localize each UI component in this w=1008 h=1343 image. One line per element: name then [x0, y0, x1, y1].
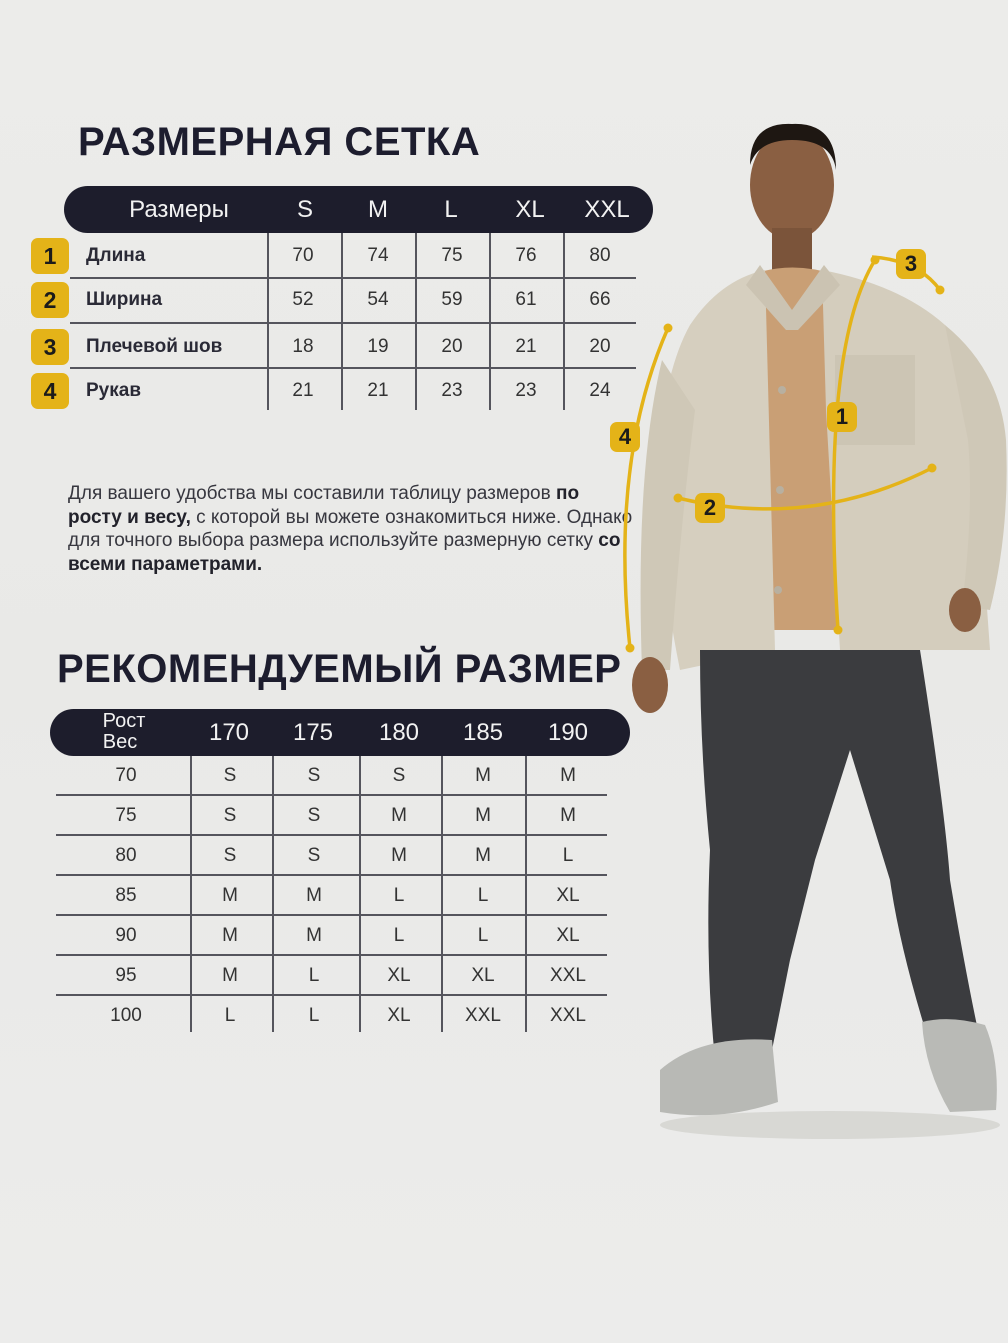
- header-height: 185: [462, 719, 504, 746]
- table-divider: [70, 367, 636, 369]
- size-cell: S: [392, 765, 406, 786]
- table-cell: 80: [589, 245, 611, 266]
- marker-3-badge: 3: [896, 249, 926, 279]
- size-cell: M: [391, 805, 407, 826]
- table-divider: [341, 233, 343, 410]
- table-cell: 76: [515, 245, 537, 266]
- size-cell: M: [560, 805, 576, 826]
- table-cell: 23: [515, 380, 537, 401]
- weight-cell: 70: [115, 765, 137, 786]
- table-cell: 23: [441, 380, 463, 401]
- table-cell: 24: [589, 380, 611, 401]
- table-divider: [70, 277, 636, 279]
- size-cell: S: [223, 765, 237, 786]
- size-cell: XXL: [550, 965, 586, 986]
- size-cell: L: [477, 885, 489, 906]
- table-cell: 21: [367, 380, 389, 401]
- weight-cell: 75: [115, 805, 137, 826]
- model-figure: [600, 110, 1008, 1150]
- table-divider: [525, 756, 527, 1032]
- size-cell: S: [223, 845, 237, 866]
- description-bold: со всеми параметрами.: [68, 530, 621, 575]
- size-cell: L: [393, 925, 405, 946]
- size-cell: XXL: [550, 1005, 586, 1026]
- size-cell: XL: [556, 925, 580, 946]
- size-chart-row: [43, 368, 636, 413]
- size-cell: XL: [387, 965, 411, 986]
- table-cell: 20: [441, 336, 463, 357]
- size-cell: XXL: [465, 1005, 501, 1026]
- recommended-header: [50, 709, 630, 756]
- size-cell: M: [560, 765, 576, 786]
- marker-1-badge: 1: [827, 402, 857, 432]
- header-weight-label: Вес: [102, 731, 138, 753]
- table-cell: 19: [367, 336, 389, 357]
- description-text: [68, 482, 638, 576]
- size-cell: M: [475, 765, 491, 786]
- recommended-title: РЕКОМЕНДУЕМЫЙ РАЗМЕР: [57, 647, 622, 691]
- description-part: с которой вы можете ознакомиться ниже. Однако для точного выбора размера используйте размерную сетку: [68, 506, 633, 551]
- table-cell: 61: [515, 289, 537, 310]
- marker-2-badge: 2: [695, 493, 725, 523]
- table-cell: 75: [441, 245, 463, 266]
- row-label: Плечевой шов: [86, 336, 223, 357]
- weight-cell: 80: [115, 845, 137, 866]
- weight-cell: 90: [115, 925, 137, 946]
- table-divider: [415, 233, 417, 410]
- table-cell: 18: [292, 336, 314, 357]
- header-height: 190: [547, 719, 589, 746]
- description-bold: по росту и весу,: [68, 483, 580, 528]
- table-divider: [563, 233, 565, 410]
- description-part: Для вашего удобства мы составили таблицу размеров: [68, 483, 556, 504]
- size-cell: S: [307, 845, 321, 866]
- marker-badge: 3: [31, 329, 69, 365]
- size-chart-row: [43, 233, 636, 278]
- marker-badge: 4: [31, 373, 69, 409]
- table-cell: 66: [589, 289, 611, 310]
- size-cell: L: [308, 965, 320, 986]
- size-cell: S: [307, 765, 321, 786]
- marker-badge: 2: [31, 282, 69, 318]
- table-divider: [272, 756, 274, 1032]
- size-cell: M: [391, 845, 407, 866]
- weight-cell: 85: [115, 885, 137, 906]
- size-cell: L: [308, 1005, 320, 1026]
- size-cell: S: [223, 805, 237, 826]
- size-chart-header-size: XXL: [584, 196, 630, 223]
- size-cell: L: [224, 1005, 236, 1026]
- size-cell: M: [475, 845, 491, 866]
- size-cell: M: [306, 925, 322, 946]
- marker-4-badge: 4: [610, 422, 640, 452]
- table-cell: 21: [292, 380, 314, 401]
- size-cell: M: [306, 885, 322, 906]
- size-chart-header-size: S: [296, 196, 313, 223]
- table-cell: 70: [292, 245, 314, 266]
- table-cell: 20: [589, 336, 611, 357]
- size-cell: XL: [387, 1005, 411, 1026]
- marker-badge: 1: [31, 238, 69, 274]
- table-divider: [489, 233, 491, 410]
- row-label: Ширина: [86, 289, 163, 310]
- size-cell: M: [222, 965, 238, 986]
- weight-cell: 95: [115, 965, 137, 986]
- table-divider: [190, 756, 192, 1032]
- size-cell: L: [562, 845, 574, 866]
- row-label: Рукав: [86, 380, 141, 401]
- weight-cell: 100: [110, 1005, 142, 1026]
- size-cell: M: [475, 805, 491, 826]
- size-cell: L: [393, 885, 405, 906]
- header-height-label: Рост: [102, 710, 146, 732]
- table-divider: [441, 756, 443, 1032]
- size-chart-header-size: M: [368, 196, 388, 223]
- table-cell: 21: [515, 336, 537, 357]
- size-chart-title: РАЗМЕРНАЯ СЕТКА: [78, 120, 481, 164]
- model-illustration: [600, 110, 1008, 1150]
- header-height: 180: [378, 719, 420, 746]
- header-height: 175: [292, 719, 334, 746]
- table-divider: [359, 756, 361, 1032]
- table-cell: 74: [367, 245, 389, 266]
- header-height: 170: [208, 719, 250, 746]
- size-chart-header-size: L: [444, 196, 458, 223]
- size-chart-header-label: Размеры: [129, 196, 229, 223]
- size-cell: XL: [556, 885, 580, 906]
- table-divider: [267, 233, 269, 410]
- table-divider: [70, 322, 636, 324]
- table-cell: 54: [367, 289, 389, 310]
- table-cell: 59: [441, 289, 463, 310]
- size-cell: XL: [471, 965, 495, 986]
- row-label: Длина: [86, 245, 146, 266]
- size-chart-row: [43, 277, 636, 322]
- size-chart-row: [43, 324, 636, 369]
- size-cell: S: [307, 805, 321, 826]
- size-chart-header: [64, 186, 653, 233]
- size-cell: M: [222, 925, 238, 946]
- size-cell: L: [477, 925, 489, 946]
- size-cell: M: [222, 885, 238, 906]
- size-chart-header-size: XL: [515, 196, 545, 223]
- table-cell: 52: [292, 289, 314, 310]
